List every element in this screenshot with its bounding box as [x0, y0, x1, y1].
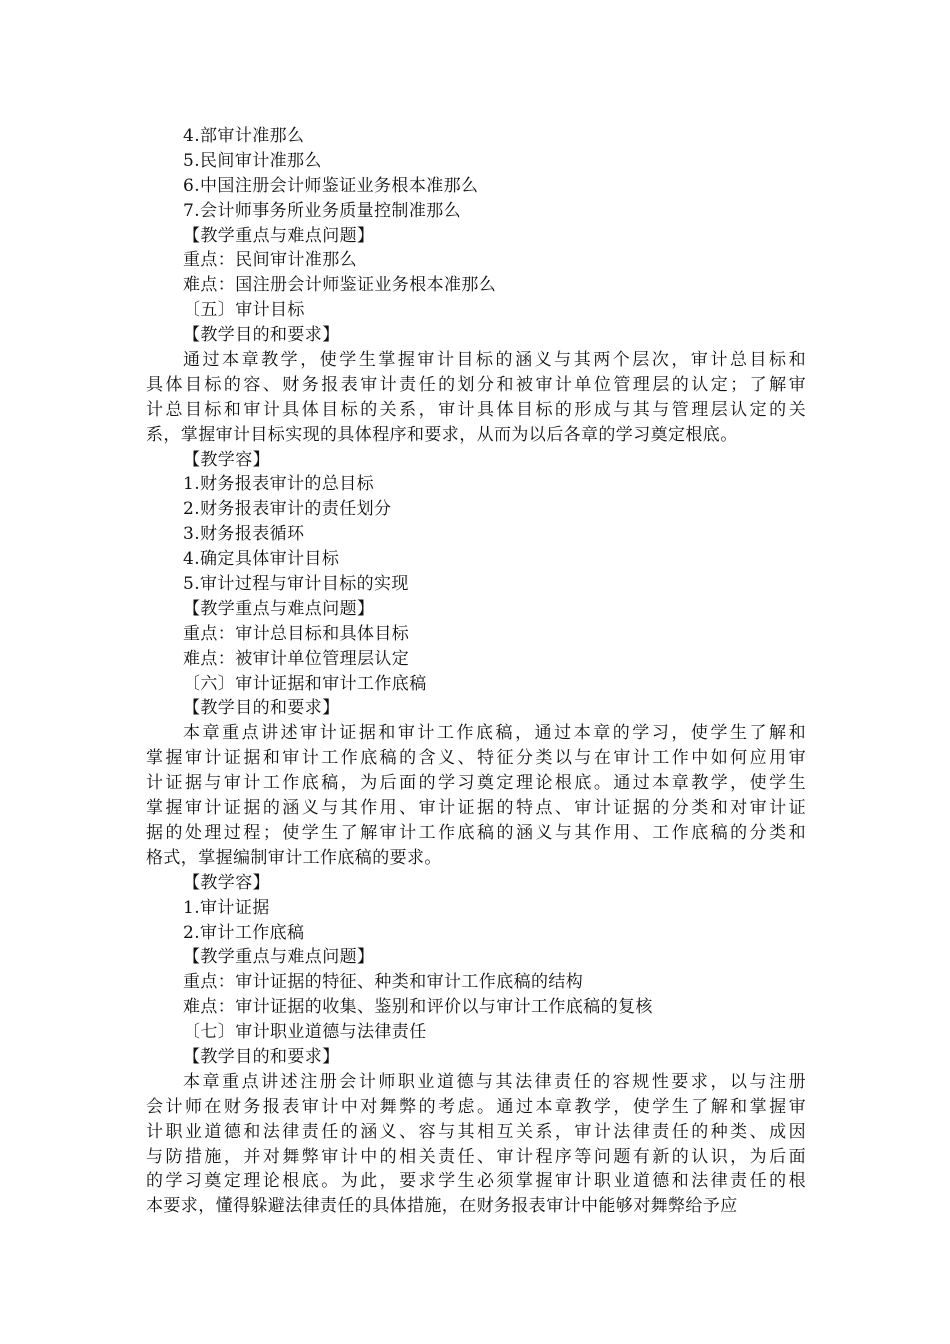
paragraph [146, 348, 806, 448]
text-line: 难点：被审计单位管理层认定 [183, 648, 410, 669]
paragraph-line: 掌握审计证据和审计工作底稿的含义、特征分类以与在审计工作中如何应用审 [146, 748, 806, 769]
text-line: 4.确定具体审计目标 [183, 549, 340, 570]
paragraph-line: 会计师在财务报表审计中对舞弊的考虑。通过本章教学，使学生了解和掌握审 [146, 1096, 806, 1117]
text-line: 1.审计证据 [183, 897, 270, 918]
paragraph-line: 格式，掌握编制审计工作底稿的要求。 [146, 847, 442, 868]
text-line: 〔七〕审计职业道德与法律责任 [183, 1022, 427, 1043]
text-line: 重点：民间审计准那么 [183, 250, 357, 271]
paragraph-line: 掌握审计证据的涵义与其作用、审计证据的特点、审计证据的分类和对审计证 [146, 798, 806, 819]
paragraph-line: 与防措施，并对舞弊审计中的相关责任、审计程序等问题有新的认识，为后面 [146, 1146, 806, 1167]
paragraph-line: 本要求，懂得躲避法律责任的具体措施，在财务报表审计中能够对舞弊给予应 [146, 1196, 738, 1217]
text-line: 【教学重点与难点问题】 [183, 225, 375, 246]
text-line: 3.财务报表循环 [183, 524, 305, 545]
paragraph-line: 计总目标和审计具体目标的关系，审计具体目标的形成与其与管理层认定的关 [146, 399, 806, 420]
text-line: 1.财务报表审计的总目标 [183, 474, 375, 495]
text-line: 难点：审计证据的收集、鉴别和评价以与审计工作底稿的复核 [183, 997, 653, 1018]
paragraph-line: 本章重点讲述审计证据和审计工作底稿，通过本章的学习，使学生了解和 [183, 723, 806, 744]
text-line: 【教学目的和要求】 [183, 1046, 340, 1067]
text-line: 〔六〕审计证据和审计工作底稿 [183, 673, 427, 694]
text-line: 【教学目的和要求】 [183, 698, 340, 719]
text-line: 【教学目的和要求】 [183, 325, 340, 346]
text-line: 【教学容】 [183, 872, 270, 893]
paragraph-line: 的学习奠定理论根底。为此，要求学生必须掌握审计职业道德和法律责任的根 [146, 1171, 806, 1192]
paragraph [146, 721, 806, 870]
paragraph [146, 1070, 806, 1219]
text-line: 5.民间审计准那么 [183, 150, 322, 171]
text-line: 难点：国注册会计师鉴证业务根本准那么 [183, 275, 497, 296]
text-line: 【教学重点与难点问题】 [183, 947, 375, 968]
text-line: 5.审计过程与审计目标的实现 [183, 574, 409, 595]
paragraph-line: 据的处理过程；使学生了解审计工作底稿的涵义与其作用、工作底稿的分类和 [146, 822, 806, 843]
text-line: 6.中国注册会计师鉴证业务根本准那么 [183, 175, 479, 196]
paragraph-line: 通过本章教学，使学生掌握审计目标的涵义与其两个层次，审计总目标和 [183, 350, 806, 371]
paragraph-line: 计证据与审计工作底稿，为后面的学习奠定理论根底。通过本章教学，使学生 [146, 773, 806, 794]
text-line: 重点：审计证据的特征、种类和审计工作底稿的结构 [183, 972, 584, 993]
text-line: 〔五〕审计目标 [183, 300, 305, 321]
paragraph-line: 系，掌握审计目标实现的具体程序和要求，从而为以后各章的学习奠定根底。 [146, 424, 738, 445]
text-line: 重点：审计总目标和具体目标 [183, 623, 410, 644]
text-line: 【教学重点与难点问题】 [183, 598, 375, 619]
text-line: 【教学容】 [183, 449, 270, 470]
paragraph-line: 具体目标的容、财务报表审计责任的划分和被审计单位管理层的认定；了解审 [146, 374, 806, 395]
paragraph-line: 本章重点讲述注册会计师职业道德与其法律责任的容规性要求，以与注册 [183, 1071, 806, 1092]
text-line: 2.财务报表审计的责任划分 [183, 499, 392, 520]
text-line: 7.会计师事务所业务质量控制准那么 [183, 200, 462, 221]
text-line: 2.审计工作底稿 [183, 922, 305, 943]
text-line: 4.部审计准那么 [183, 126, 305, 146]
document-page [146, 124, 806, 1219]
paragraph-line: 计职业道德和法律责任的涵义、容与其相互关系，审计法律责任的种类、成因 [146, 1121, 806, 1142]
